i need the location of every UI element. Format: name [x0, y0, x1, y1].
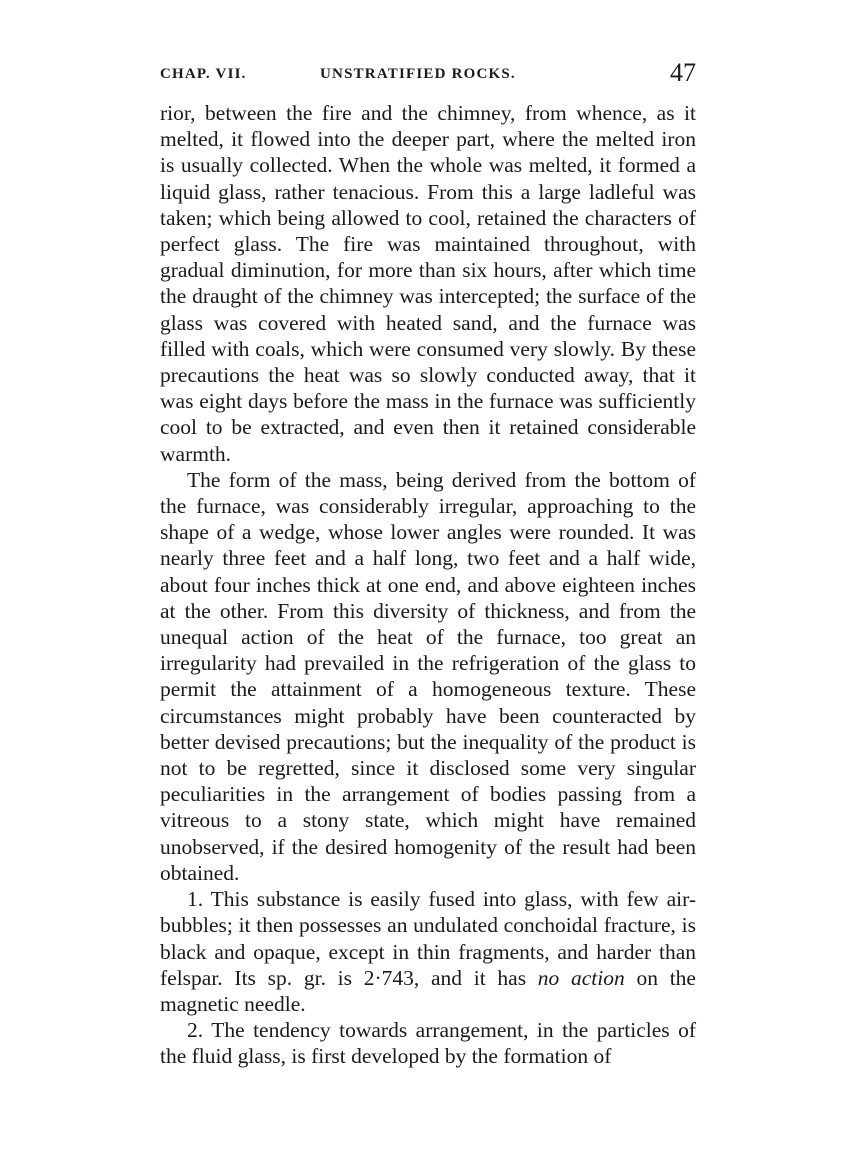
- paragraph-item-1: [160, 886, 696, 1017]
- italic-emphasis: no action: [537, 965, 625, 990]
- paragraph-item-1-end: on the magnetic needle.: [160, 965, 696, 1016]
- running-head: [160, 58, 696, 98]
- paragraph-item-2: 2. The tendency towards arrangement, in the particles of the fluid glass, is first developed by the formation of: [160, 1018, 696, 1069]
- book-page: [160, 58, 696, 1070]
- paragraph-continued: rior, between the fire and the chimney, from whence, as it melted, it flowed into the deeper part, where the melted iron is usually collected. When the whole was melted, it formed a liquid glass, rather tenacious. From this a large ladleful was taken; which being allowed to cool, retained the characters of perfect glass. The fire was maintained throughout, with gradual diminution, for more than six hours, after which time the draught of the chimney was intercepted; the surface of the glass was covered with heated sand, and the furnace was filled with coals, which were consumed very slowly. By these precautions the heat was so slowly conducted away, that it was eight days before the mass in the furnace was sufficiently cool to be extracted, and even then it retained considerable warmth.: [160, 101, 696, 466]
- paragraph-form-of-mass: The form of the mass, being derived from the bottom of the furnace, was considerably irregular, approaching to the shape of a wedge, whose lower angles were rounded. It was nearly three feet and a half long, two feet and a half wide, about four inches thick at one end, and above eighteen inches at the other. From this diversity of thickness, and from the unequal action of the heat of the furnace, too great an irregularity had prevailed in the refrigeration of the glass to permit the attainment of a homogeneous texture. These circumstances might probably have been counteracted by better devised precautions; but the inequality of the product is not to be regretted, since it disclosed some very singular peculiarities in the arrangement of bodies passing from a vitreous to a stony state, which might have remained unobserved, if the desired homogenity of the result had been obtained.: [160, 467, 696, 885]
- chapter-title: UNSTRATIFIED ROCKS.: [320, 66, 516, 82]
- page-number: 47: [670, 58, 696, 87]
- paragraph-item-1-text: 1. This substance is easily fused into glass, with few air-bubbles; it then possesses an undulated conchoidal fracture, is black and opaque, except in thin fragments, and harder than felspar. Its sp. gr. is 2·743, and it has: [160, 887, 696, 990]
- body-text: [160, 100, 696, 1070]
- chapter-label: CHAP. VII.: [160, 66, 247, 82]
